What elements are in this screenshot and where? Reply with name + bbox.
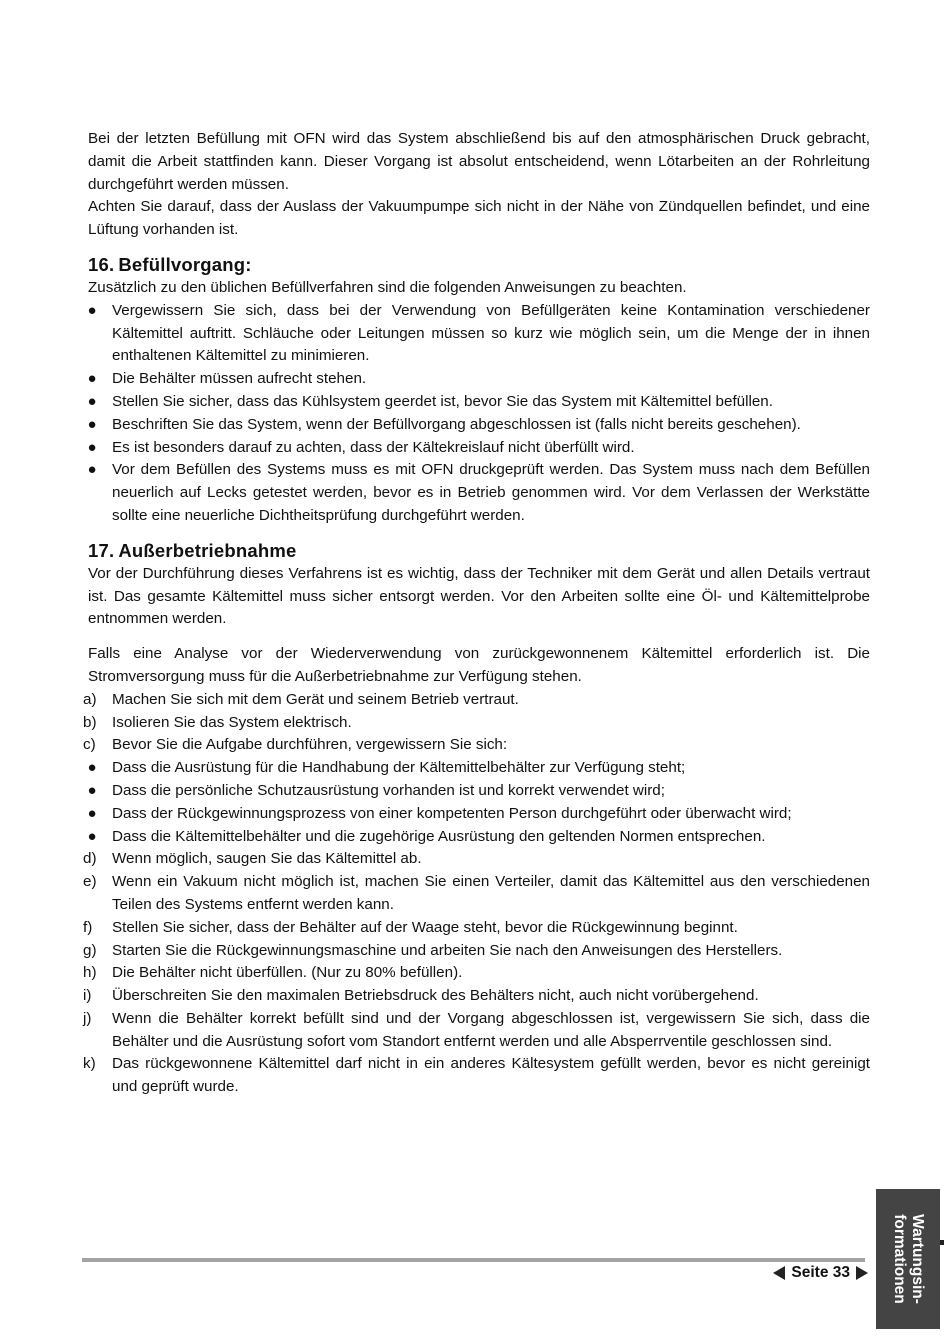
list-marker: f) [83,918,93,936]
list-item: ● Vor dem Befüllen des Systems muss es mit OFN druckgeprüft werden. Das System muss nach dem Befüllen neuerlich auf Lecks getestet werden, bevor es in Betrieb genommen wird. Vor dem Verlassen der Werkstätte sollte eine neuerliche Dichtheitsprüfung durchgeführt werden. [88,459,870,527]
list-marker: a) [83,690,97,708]
list-marker: c) [83,736,96,754]
list-marker: b) [83,713,97,731]
list-item: ● Dass die Kältemittelbehälter und die zugehörige Ausrüstung den geltenden Normen entsprechen. [88,826,870,849]
section-16-number: 16. [88,253,115,275]
intro-paragraph-1: Bei der letzten Befüllung mit OFN wird das System abschließend bis auf den atmosphärischen Druck gebracht, damit die Arbeit stattfinden kann. Dieser Vorgang ist absolut entscheidend, wenn Lötarbeiten an der Rohrleitung durchgeführt werden müssen. [88,130,870,193]
bullet-icon: ● [87,392,97,410]
list-item: i) Überschreiten Sie den maximalen Betriebsdruck des Behälters nicht, auch nicht vorübergehend. [88,985,870,1008]
list-item: f) Stellen Sie sicher, dass der Behälter auf der Waage steht, bevor die Rückgewinnung beginnt. [88,917,870,940]
list-marker: j) [83,1009,92,1027]
list-marker: h) [83,964,97,982]
page-navigator [773,1264,868,1282]
list-marker: d) [83,850,97,868]
intro-paragraph-2: Achten Sie darauf, dass der Auslass der Vakuumpumpe sich nicht in der Nähe von Zündquellen befindet, und eine Lüftung vorhanden ist. [88,198,870,239]
section-17-title: Außerbetriebnahme [118,539,297,561]
page-number: Seite 33 [791,1264,850,1281]
list-item: ● Dass der Rückgewinnungsprozess von einer kompetenten Person durchgeführt oder überwacht wird; [88,803,870,826]
section-16-lead: Zusätzlich zu den üblichen Befüllverfahren sind die folgenden Anweisungen zu beachten. [88,278,687,296]
list-item: ● Stellen Sie sicher, dass das Kühlsystem geerdet ist, bevor Sie das System mit Kältemittel befüllen. [88,391,870,414]
list-item: j) Wenn die Behälter korrekt befüllt sind und der Vorgang abgeschlossen ist, vergewissern Sie sich, dass die Behälter und die Ausrüstung sofort vom Standort entfernt werden und alle Absperrventile geschlossen sind. [83,1009,870,1050]
previous-page-icon[interactable] [773,1266,785,1280]
section-16-title: Befüllvorgang: [118,253,252,275]
list-marker: k) [83,1055,96,1073]
list-item: a) Machen Sie sich mit dem Gerät und seinem Betrieb vertraut. [88,689,870,712]
next-page-icon[interactable] [856,1266,868,1280]
list-item: b) Isolieren Sie das System elektrisch. [88,712,870,735]
list-marker: g) [83,941,97,959]
section-17-paragraph-2: Falls eine Analyse vor der Wiederverwendung von zurückgewonnenem Kältemittel erforderlich ist. Die Stromversorgung muss für die Außerbetriebnahme zur Verfügung stehen. [88,645,870,685]
list-item: g) Starten Sie die Rückgewinnungsmaschine und arbeiten Sie nach den Anweisungen des Herstellers. [88,940,870,963]
bullet-icon: ● [87,415,97,433]
section-17-paragraph-1: Vor der Durchführung dieses Verfahrens ist es wichtig, dass der Techniker mit dem Gerät und allen Details vertraut ist. Das gesamte Kältemittel muss sicher entsorgt werden. Vor den Arbeiten sollte eine Öl- und Kältemittelprobe entnommen werden. [88,564,870,628]
list-item: k) Das rückgewonnene Kältemittel darf nicht in ein anderes Kältesystem gefüllt werden, bevor es nicht gereinigt und geprüft wurde. [83,1055,870,1096]
list-marker: i) [83,987,92,1005]
bullet-icon: ● [87,301,97,319]
bullet-icon: ● [87,827,97,845]
page-content [83,128,870,1099]
list-item: c) Bevor Sie die Aufgabe durchführen, vergewissern Sie sich: [88,734,870,757]
section-17-steps-a [83,689,870,757]
list-item: ● Beschriften Sie das System, wenn der Befüllvorgang abgeschlossen ist (falls nicht bereits geschehen). [88,414,870,437]
bullet-icon: ● [87,759,97,777]
list-item: ● Dass die Ausrüstung für die Handhabung der Kältemittelbehälter zur Verfügung steht; [88,757,870,780]
bullet-icon: ● [87,370,97,388]
section-17-bullet-list [88,757,870,848]
footer-divider [82,1258,865,1262]
list-item: ● Die Behälter müssen aufrecht stehen. [88,368,870,391]
section-17-steps-b [83,848,870,1099]
bullet-icon: ● [87,781,97,799]
bullet-icon: ● [87,438,97,456]
list-item: ● Vergewissern Sie sich, dass bei der Verwendung von Befüllgeräten keine Kontamination verschiedener Kältemittel auftritt. Schläuche oder Leitungen müssen so kurz wie möglich sein, um die Menge der in ihnen enthaltenen Kältemittel zu minimieren. [88,300,870,368]
list-marker: e) [83,873,97,891]
list-item: h) Die Behälter nicht überfüllen. (Nur zu 80% befüllen). [88,962,870,985]
edge-marker [940,1240,944,1245]
bullet-icon: ● [87,461,97,479]
section-17-heading [88,538,870,563]
section-tab[interactable] [876,1189,940,1329]
section-tab-label: Wartungsin- formationen [891,1214,926,1304]
section-16-heading [88,252,870,277]
list-item: e) Wenn ein Vakuum nicht möglich ist, machen Sie einen Verteiler, damit das Kältemittel aus den verschiedenen Teilen des Systems entfernt werden kann. [83,873,870,913]
list-item: d) Wenn möglich, saugen Sie das Kältemittel ab. [88,848,870,871]
section-16-bullet-list [88,300,870,528]
section-17-number: 17. [88,539,115,561]
list-item: ● Dass die persönliche Schutzausrüstung vorhanden ist und korrekt verwendet wird; [88,780,870,803]
list-item: ● Es ist besonders darauf zu achten, dass der Kältekreislauf nicht überfüllt wird. [88,437,870,460]
bullet-icon: ● [87,804,97,822]
